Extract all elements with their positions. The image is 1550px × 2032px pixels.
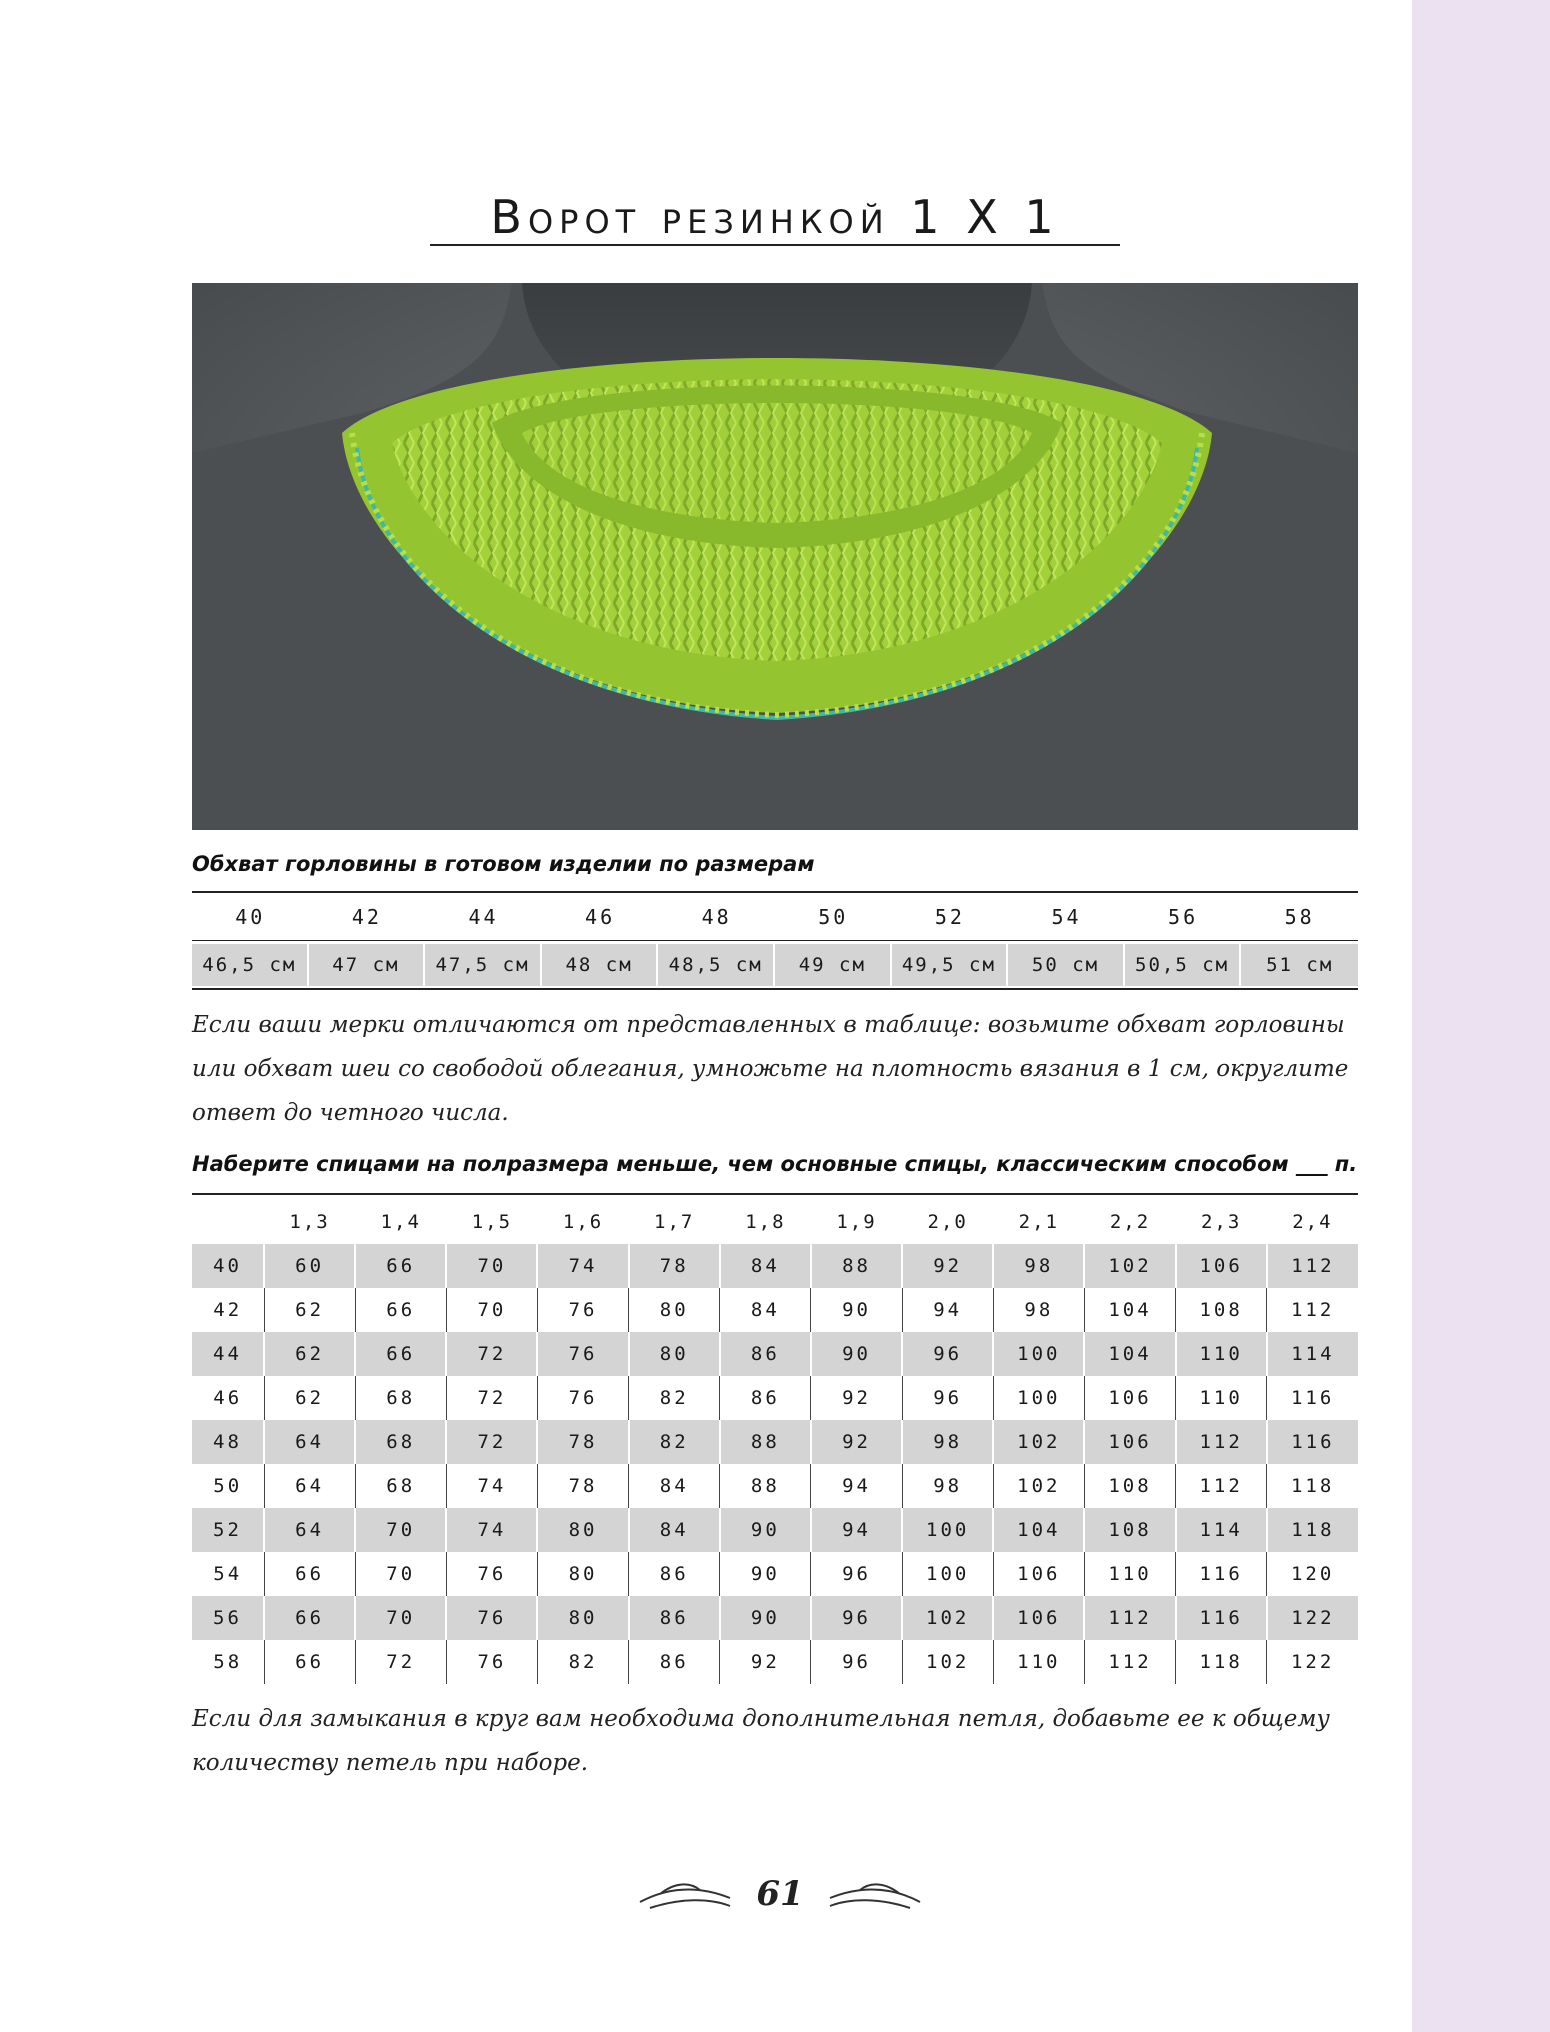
stitch-count-cell: 108 [1084, 1508, 1175, 1552]
stitch-count-cell: 66 [355, 1244, 446, 1288]
stitch-count-cell: 110 [993, 1640, 1084, 1684]
row-size-cell: 48 [192, 1420, 264, 1464]
girth-cell: 49 см [775, 944, 892, 986]
stitch-count-cell: 96 [811, 1552, 902, 1596]
stitch-count-cell: 118 [1267, 1464, 1358, 1508]
row-size-cell: 54 [192, 1552, 264, 1596]
table-row [192, 1596, 1358, 1640]
stitch-count-cell: 118 [1267, 1508, 1358, 1552]
stitch-count-cell: 84 [629, 1464, 720, 1508]
stitch-count-cell: 96 [902, 1332, 993, 1376]
stitch-count-cell: 108 [1176, 1288, 1267, 1332]
stitch-count-cell: 90 [811, 1332, 902, 1376]
girth-cell: 51 см [1241, 944, 1358, 986]
stitch-count-cell: 86 [720, 1376, 811, 1420]
girth-cell: 48,5 см [658, 944, 775, 986]
cast-on-stitch-table [192, 1200, 1358, 1684]
gauge-column-header: 1,8 [745, 1211, 786, 1233]
stitch-count-cell: 76 [537, 1376, 628, 1420]
stitch-count-cell: 94 [811, 1508, 902, 1552]
table1-top-rule [192, 891, 1358, 893]
row-size-cell: 50 [192, 1464, 264, 1508]
size-cell: 58 [1284, 905, 1315, 929]
row-size-cell: 58 [192, 1640, 264, 1684]
girth-cell: 47,5 см [425, 944, 542, 986]
stitch-count-cell: 112 [1084, 1596, 1175, 1640]
gauge-column-header: 1,6 [562, 1211, 604, 1233]
table-row [192, 1508, 1358, 1552]
stitch-count-cell: 104 [1084, 1332, 1175, 1376]
stitch-count-cell: 90 [720, 1552, 811, 1596]
row-size-cell: 52 [192, 1508, 264, 1552]
gauge-column-header: 1,9 [836, 1211, 877, 1233]
stitch-count-cell: 92 [720, 1640, 811, 1684]
stitch-count-cell: 86 [629, 1552, 720, 1596]
size-cell: 52 [934, 905, 965, 929]
stitch-count-cell: 76 [446, 1640, 537, 1684]
size-cell: 56 [1168, 905, 1199, 929]
row-size-cell: 46 [192, 1376, 264, 1420]
cast-on-heading: Наберите спицами на полразмера меньше, чем основные спицы, классическим способом ___ п. [192, 1152, 1358, 1176]
gauge-column-header: 1,4 [380, 1211, 421, 1233]
gauge-column-header: 2,1 [1018, 1211, 1059, 1233]
stitch-count-cell: 88 [811, 1244, 902, 1288]
stitch-count-cell: 100 [902, 1552, 993, 1596]
table-row [192, 1420, 1358, 1464]
row-size-cell: 56 [192, 1596, 264, 1640]
stitch-count-cell: 104 [993, 1508, 1084, 1552]
stitch-count-cell: 116 [1267, 1420, 1358, 1464]
stitch-count-cell: 80 [537, 1552, 628, 1596]
stitch-count-cell: 106 [1084, 1420, 1175, 1464]
gauge-column-header: 2,2 [1109, 1211, 1151, 1233]
size-cell: 40 [235, 905, 266, 929]
stitch-count-cell: 70 [355, 1508, 446, 1552]
measurement-note: Если ваши мерки отличаются от представленных в таблице: возьмите обхват горловины или обхват шеи со свободой облегания, умножьте на плотность вязания в 1 см, округлите ответ до четного числа. [192, 1012, 1349, 1126]
stitch-count-cell: 100 [993, 1376, 1084, 1420]
stitch-count-cell: 72 [446, 1376, 537, 1420]
stitch-count-cell: 70 [446, 1244, 537, 1288]
knitted-collar-photo [192, 283, 1358, 830]
stitch-count-cell: 70 [355, 1552, 446, 1596]
stitch-count-cell: 90 [720, 1596, 811, 1640]
stitch-count-cell: 118 [1176, 1640, 1267, 1684]
gauge-column-header: 2,4 [1292, 1211, 1333, 1233]
stitch-count-cell: 84 [720, 1244, 811, 1288]
stitch-count-cell: 84 [720, 1288, 811, 1332]
stitch-count-cell: 108 [1084, 1464, 1175, 1508]
extra-stitch-note: Если для замыкания в круг вам необходима дополнительная петля, добавьте ее к общему количеству петель при наборе. [192, 1706, 1330, 1776]
girth-cell: 48 см [542, 944, 659, 986]
stitch-count-cell: 76 [537, 1288, 628, 1332]
neckline-girth-heading: Обхват горловины в готовом изделии по размерам [192, 852, 815, 876]
stitch-count-cell: 80 [629, 1332, 720, 1376]
stitch-count-cell: 76 [446, 1552, 537, 1596]
girth-cell: 47 см [309, 944, 426, 986]
stitch-count-cell: 66 [355, 1288, 446, 1332]
page-number: 61 [756, 1874, 804, 1914]
title-underline [430, 244, 1120, 246]
stitch-count-cell: 98 [993, 1244, 1084, 1288]
side-color-strip [1412, 0, 1550, 2032]
stitch-count-cell: 74 [446, 1464, 537, 1508]
stitch-count-cell: 64 [264, 1508, 355, 1552]
stitch-count-cell: 78 [537, 1420, 628, 1464]
size-cell: 44 [468, 905, 499, 929]
stitch-count-cell: 112 [1176, 1420, 1267, 1464]
stitch-count-cell: 82 [537, 1640, 628, 1684]
stitch-count-cell: 86 [720, 1332, 811, 1376]
gauge-column-header: 2,3 [1200, 1211, 1242, 1233]
stitch-count-cell: 80 [629, 1288, 720, 1332]
stitch-count-cell: 98 [993, 1288, 1084, 1332]
table1-mid-rule [192, 940, 1358, 941]
stitch-count-cell: 110 [1084, 1552, 1175, 1596]
stitch-count-cell: 102 [902, 1596, 993, 1640]
stitch-count-cell: 82 [629, 1376, 720, 1420]
table1-bottom-rule [192, 988, 1358, 990]
stitch-count-cell: 100 [902, 1508, 993, 1552]
stitch-count-cell: 114 [1267, 1332, 1358, 1376]
stitch-count-cell: 70 [446, 1288, 537, 1332]
stitch-count-cell: 120 [1267, 1552, 1358, 1596]
table-row [192, 1288, 1358, 1332]
sizes-row [192, 896, 1358, 938]
stitch-count-cell: 94 [811, 1464, 902, 1508]
row-size-cell: 42 [192, 1288, 264, 1332]
stitch-count-cell: 64 [264, 1420, 355, 1464]
girth-row [192, 944, 1358, 986]
stitch-count-cell: 112 [1267, 1244, 1358, 1288]
size-cell: 54 [1051, 905, 1082, 929]
size-cell: 46 [585, 905, 616, 929]
table-row [192, 1332, 1358, 1376]
stitch-count-cell: 92 [811, 1420, 902, 1464]
table-row [192, 1464, 1358, 1508]
stitch-count-cell: 86 [629, 1596, 720, 1640]
stitch-count-cell: 84 [629, 1508, 720, 1552]
table2-top-rule [192, 1193, 1358, 1195]
stitch-count-cell: 88 [720, 1420, 811, 1464]
stitch-count-cell: 96 [902, 1376, 993, 1420]
stitch-count-cell: 68 [355, 1464, 446, 1508]
stitch-count-cell: 72 [355, 1640, 446, 1684]
gauge-column-header: 1,5 [471, 1211, 513, 1233]
gauge-column-header: 1,3 [289, 1211, 330, 1233]
stitch-count-cell: 116 [1176, 1596, 1267, 1640]
stitch-count-cell: 102 [993, 1420, 1084, 1464]
stitch-count-cell: 74 [446, 1508, 537, 1552]
stitch-count-cell: 94 [902, 1288, 993, 1332]
stitch-count-cell: 76 [537, 1332, 628, 1376]
stitch-count-cell: 60 [264, 1244, 355, 1288]
row-size-cell: 44 [192, 1332, 264, 1376]
stitch-count-cell: 70 [355, 1596, 446, 1640]
stitch-count-cell: 64 [264, 1464, 355, 1508]
gauge-column-header: 2,0 [927, 1211, 968, 1233]
stitch-count-cell: 90 [811, 1288, 902, 1332]
size-cell: 42 [351, 905, 382, 929]
stitch-count-cell: 102 [993, 1464, 1084, 1508]
stitch-count-cell: 72 [446, 1420, 537, 1464]
stitch-count-cell: 90 [720, 1508, 811, 1552]
stitch-count-cell: 96 [811, 1640, 902, 1684]
stitch-count-cell: 78 [537, 1464, 628, 1508]
stitch-count-cell: 112 [1084, 1640, 1175, 1684]
table-row [192, 1244, 1358, 1288]
stitch-count-cell: 80 [537, 1596, 628, 1640]
stitch-count-cell: 62 [264, 1288, 355, 1332]
stitch-count-cell: 96 [811, 1596, 902, 1640]
stitch-count-cell: 68 [355, 1376, 446, 1420]
page-footer [630, 1868, 930, 1928]
size-cell: 50 [818, 905, 849, 929]
stitch-count-cell: 74 [537, 1244, 628, 1288]
stitch-count-cell: 76 [446, 1596, 537, 1640]
stitch-count-cell: 92 [902, 1244, 993, 1288]
girth-cell: 50,5 см [1125, 944, 1242, 986]
size-column-header [192, 1200, 264, 1244]
stitch-count-cell: 112 [1267, 1288, 1358, 1332]
stitch-count-cell: 62 [264, 1332, 355, 1376]
stitch-count-cell: 92 [811, 1376, 902, 1420]
stitch-count-cell: 66 [355, 1332, 446, 1376]
stitch-count-cell: 110 [1176, 1332, 1267, 1376]
row-size-cell: 40 [192, 1244, 264, 1288]
girth-cell: 49,5 см [892, 944, 1009, 986]
stitch-count-cell: 100 [993, 1332, 1084, 1376]
stitch-count-cell: 104 [1084, 1288, 1175, 1332]
girth-cell: 46,5 см [192, 944, 309, 986]
stitch-count-cell: 66 [264, 1640, 355, 1684]
stitch-count-cell: 110 [1176, 1376, 1267, 1420]
stitch-count-cell: 78 [629, 1244, 720, 1288]
stitch-count-cell: 122 [1267, 1640, 1358, 1684]
page-title: Ворот резинкой 1 Х 1 [490, 190, 1060, 244]
stitch-count-cell: 106 [1176, 1244, 1267, 1288]
size-cell: 48 [701, 905, 732, 929]
gauge-header-row [192, 1200, 1358, 1244]
stitch-count-cell: 66 [264, 1596, 355, 1640]
stitch-count-cell: 98 [902, 1420, 993, 1464]
stitch-count-cell: 66 [264, 1552, 355, 1596]
stitch-count-cell: 106 [993, 1596, 1084, 1640]
table-row [192, 1640, 1358, 1684]
stitch-count-cell: 106 [993, 1552, 1084, 1596]
stitch-count-cell: 82 [629, 1420, 720, 1464]
stitch-count-cell: 116 [1267, 1376, 1358, 1420]
stitch-count-cell: 86 [629, 1640, 720, 1684]
stitch-count-cell: 114 [1176, 1508, 1267, 1552]
stitch-count-cell: 102 [902, 1640, 993, 1684]
stitch-count-cell: 88 [720, 1464, 811, 1508]
table-row [192, 1376, 1358, 1420]
girth-cell: 50 см [1008, 944, 1125, 986]
stitch-count-cell: 116 [1176, 1552, 1267, 1596]
stitch-count-cell: 72 [446, 1332, 537, 1376]
stitch-count-cell: 122 [1267, 1596, 1358, 1640]
stitch-count-cell: 62 [264, 1376, 355, 1420]
stitch-count-cell: 98 [902, 1464, 993, 1508]
stitch-count-cell: 102 [1084, 1244, 1175, 1288]
stitch-count-cell: 68 [355, 1420, 446, 1464]
stitch-count-cell: 106 [1084, 1376, 1175, 1420]
stitch-count-cell: 112 [1176, 1464, 1267, 1508]
stitch-count-cell: 80 [537, 1508, 628, 1552]
table-row [192, 1552, 1358, 1596]
gauge-column-header: 1,7 [654, 1211, 695, 1233]
